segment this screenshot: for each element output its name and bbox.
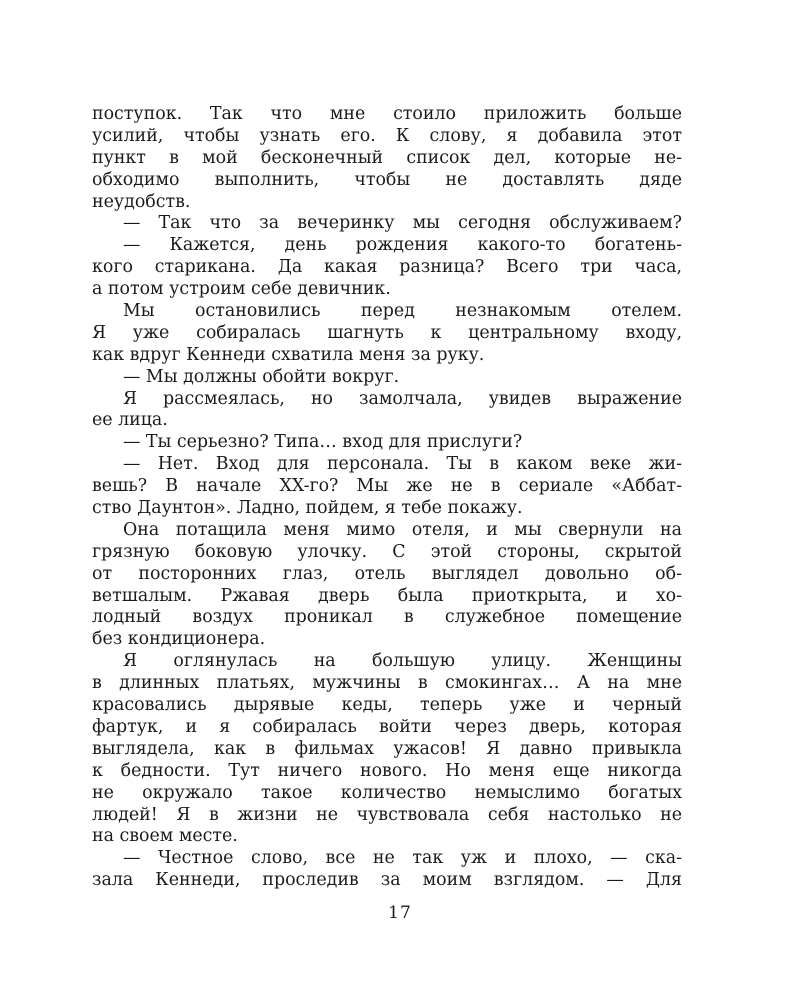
text-line: на своем месте. <box>92 826 238 847</box>
text-line: от посторонних глаз, отель выглядел довольно об- <box>92 563 682 584</box>
text-line: к бедности. Тут ничего нового. Но меня еще никогда <box>92 760 682 781</box>
text-line: в длинных платьях, мужчины в смокингах… А на мне <box>92 673 682 694</box>
text-line: пункт в мой бесконечный список дел, которые не- <box>92 147 682 168</box>
text-line: лодный воздух проникал в служебное помещение <box>92 607 682 628</box>
page-number: 17 <box>388 903 412 923</box>
text-line: — Ты серьезно? Типа… вход для прислуги? <box>123 432 523 453</box>
text-line: грязную боковую улочку. С этой стороны, скрытой <box>92 541 682 562</box>
text-line: — Мы должны обойти вокруг. <box>123 366 400 387</box>
text-line: вешь? В начале XX-го? Мы же не в сериале «Аббат- <box>92 476 682 497</box>
text-line: не окружало такое количество немыслимо богатых <box>92 782 682 803</box>
text-line: — Кажется, день рождения какого-то богатень- <box>123 235 682 256</box>
text-line: — Нет. Вход для персонала. Ты в каком веке жи- <box>123 454 682 475</box>
text-line: выглядела, как в фильмах ужасов! Я давно привыкла <box>92 738 682 759</box>
text-line: Я оглянулась на большую улицу. Женщины <box>123 651 682 672</box>
text-line: зала Кеннеди, проследив за моим взглядом. — Для <box>92 870 682 891</box>
text-line: красовались дырявые кеды, теперь уже и черный <box>92 695 682 716</box>
text-line: фартук, и я собиралась войти через дверь, которая <box>92 716 682 737</box>
text-line: как вдруг Кеннеди схватила меня за руку. <box>92 344 485 365</box>
text-line: поступок. Так что мне стоило приложить больше <box>92 104 682 124</box>
text-line: неудобств. <box>92 191 191 212</box>
text-line: людей! Я в жизни не чувствовала себя настолько не <box>92 804 682 825</box>
text-line: Она потащила меня мимо отеля, и мы свернули на <box>123 519 682 540</box>
text-line: Мы остановились перед незнакомым отелем. <box>123 301 682 322</box>
text-line: без кондиционера. <box>92 629 266 650</box>
text-line: кого старикана. Да какая разница? Всего три часа, <box>92 257 682 278</box>
text-line: — Честное слово, все не так уж и плохо, — ска- <box>123 848 682 869</box>
body-text <box>92 104 682 892</box>
text-line: ство Даунтон». Ладно, пойдем, я тебе покажу. <box>92 498 523 519</box>
text-line: Я рассмеялась, но замолчала, увидев выражение <box>123 388 682 409</box>
text-line: ветшалым. Ржавая дверь была приоткрыта, и хо- <box>92 585 682 606</box>
text-line: обходимо выполнить, чтобы не доставлять дяде <box>92 169 682 190</box>
text-line: ее лица. <box>92 410 168 431</box>
text-line: усилий, чтобы узнать его. К слову, я добавила этот <box>92 125 682 146</box>
text-line: — Так что за вечеринку мы сегодня обслуживаем? <box>123 213 682 234</box>
text-line: Я уже собиралась шагнуть к центральному входу, <box>92 322 682 343</box>
text-line: а потом устроим себе девичник. <box>92 279 391 300</box>
